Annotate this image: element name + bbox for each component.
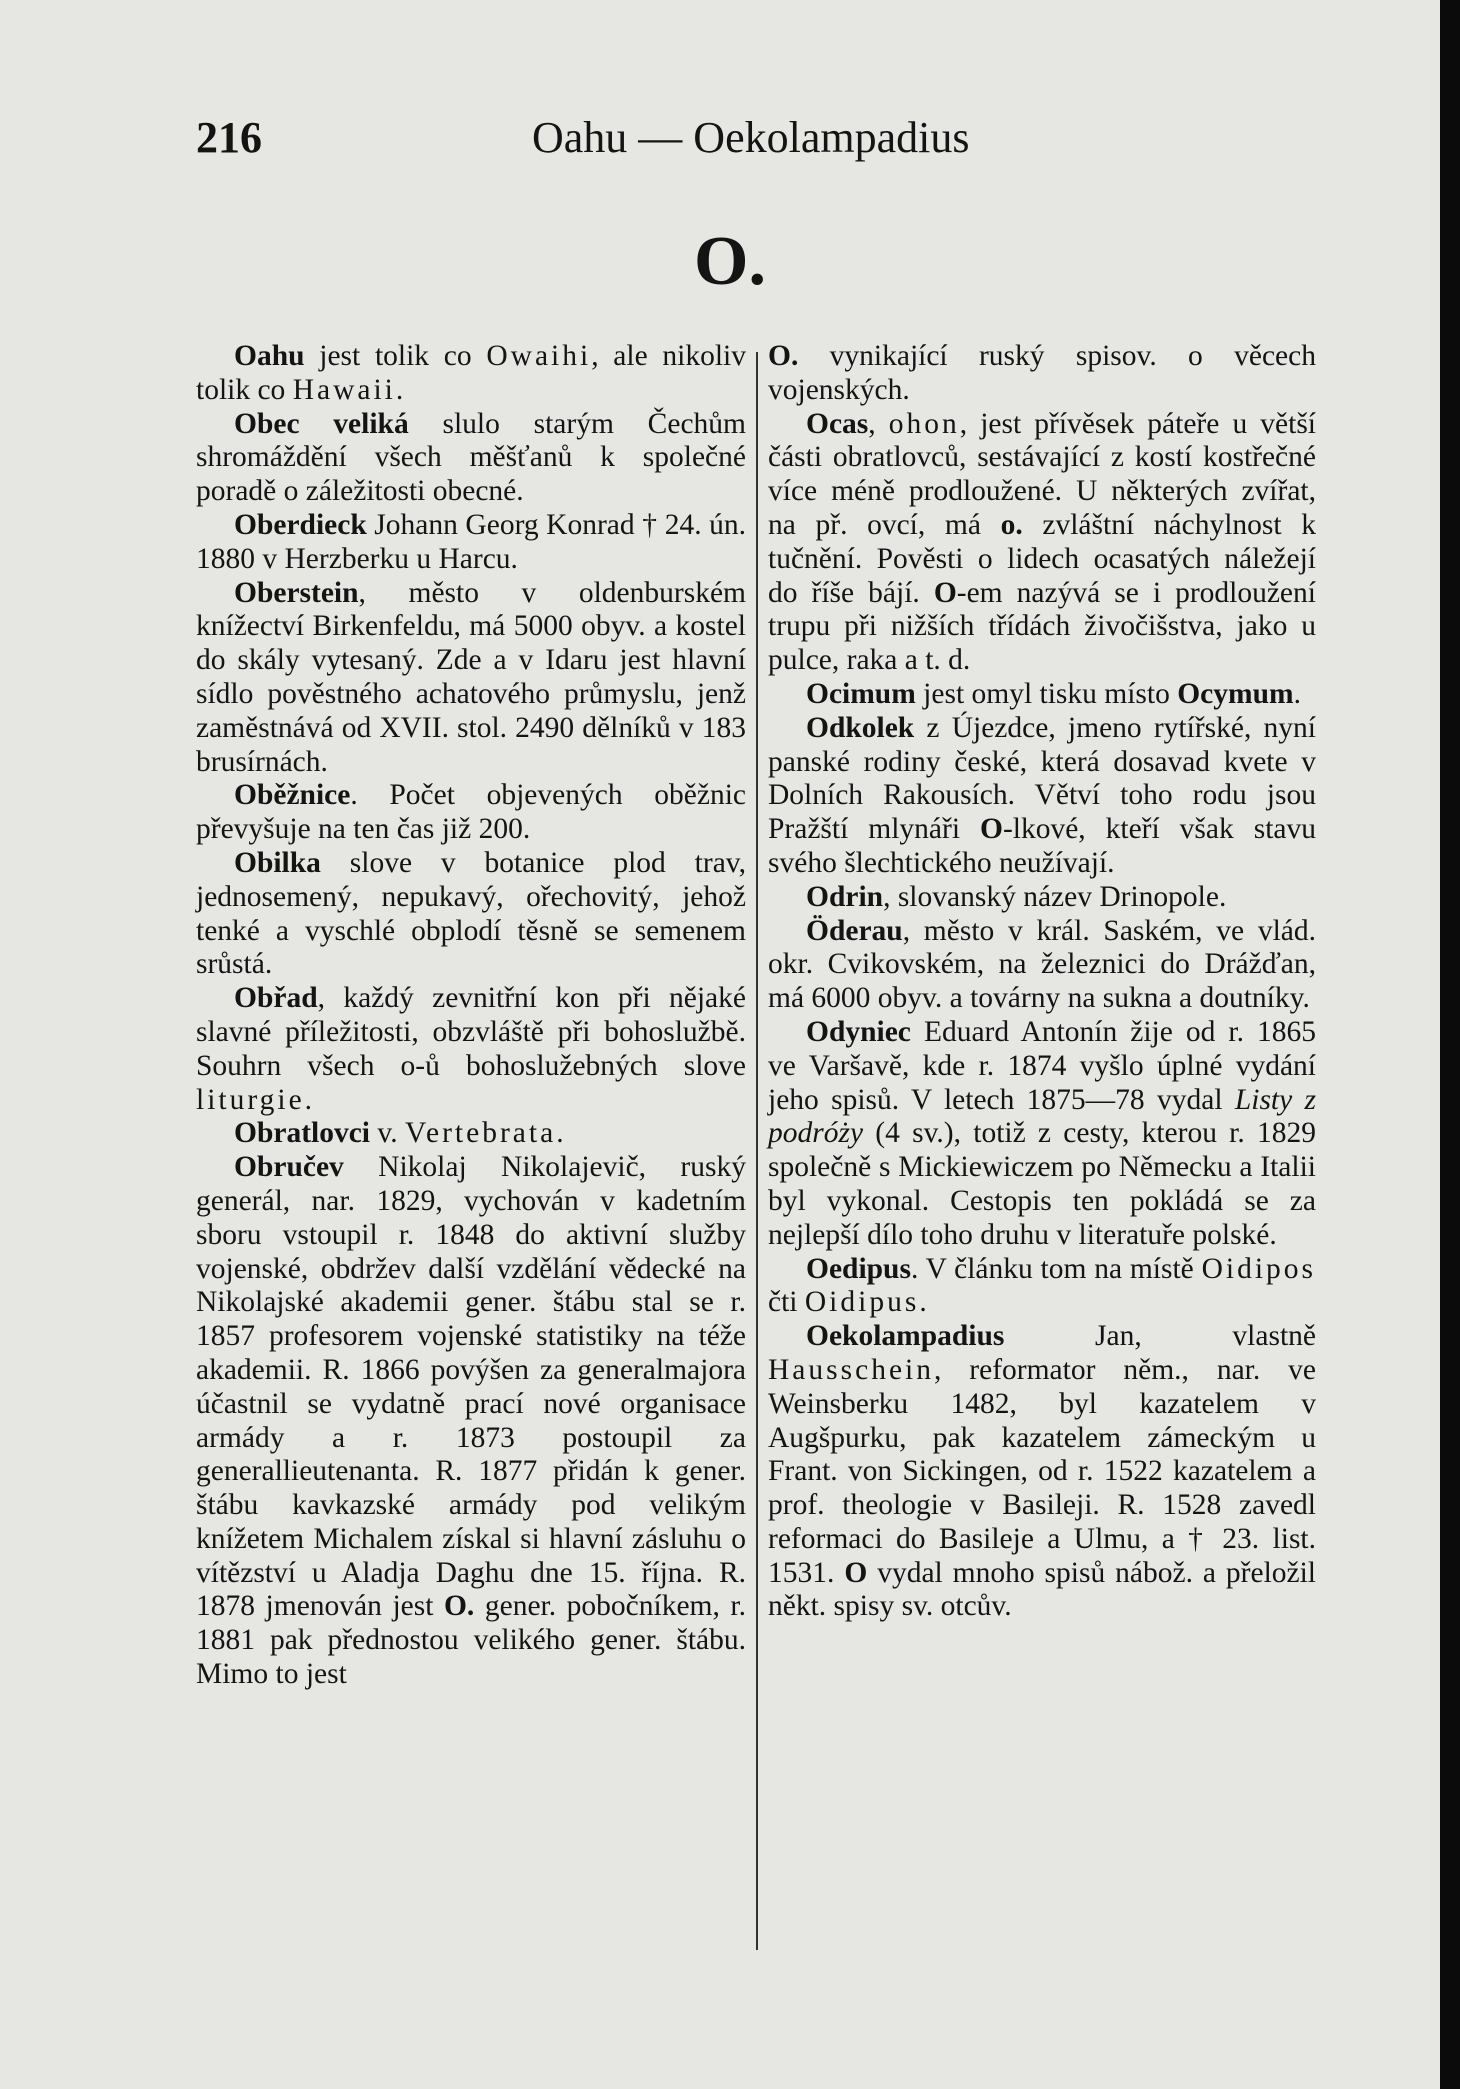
entry-oekolampadius: Oekolampadius Jan, vlastně Hausschein, reformator něm., nar. ve Weinsberku 1482, byl kazatelem v Augšpurku, pak kazatelem zámeckým u Frant. von Sickingen, od r. 1522 kazatelem a prof. theologie v Basileji. R. 1528 zavedl reformaci do Basileje a Ulmu, a † 23. list. 1531. O vydal mnoho spisů nábož. a přeložil někt. spisy sv. otcův. <box>768 1320 1316 1623</box>
headword: Obec veliká <box>234 407 409 440</box>
column-divider <box>756 352 758 1950</box>
entry-ocimum: Ocimum jest omyl tisku místo Ocymum. <box>806 677 1301 710</box>
right-column <box>768 340 1316 1624</box>
entry-oberstein: Oberstein, město v oldenburském knížectví Birkenfeldu, má 5000 obyv. a kostel do skály vytesaný. Zde a v Idaru jest hlavní sídlo pověstného achatového průmyslu, jenž zaměstnává od XVII. stol. 2490 dělníků v 183 brusírnách. <box>196 576 746 778</box>
headword: Odyniec <box>806 1015 911 1048</box>
entry-obilka: Obilka slove v botanice plod trav, jednosemený, nepukavý, ořechovitý, jehož tenké a vyschlé obplodí těsně se semenem srůstá. <box>196 846 746 981</box>
entry-obeznice: Oběžnice. Počet objevených oběžnic převyšuje na ten čas již 200. <box>196 779 746 846</box>
entry-obec-velika: Obec veliká slulo starým Čechům shromáždění všech měšťanů k společné poradě o záležitosti obecné. <box>196 407 746 508</box>
headword: Oběžnice <box>234 779 351 812</box>
headword: Obřad <box>234 982 318 1015</box>
page-number: 216 <box>196 113 262 162</box>
entry-odrin: Odrin, slovanský název Drinopole. <box>806 880 1227 913</box>
headword: Obilka <box>234 846 321 879</box>
scan-edge <box>1440 0 1460 2089</box>
headword: Oberdieck <box>234 508 367 541</box>
entry-oberdieck: Oberdieck Johann Georg Konrad † 24. ún. 1880 v Herzberku u Harcu. <box>196 508 746 575</box>
entry-odkolek: Odkolek z Újezdce, jmeno rytířské, nyní panské rodiny české, která dosavad kvete v Dolních Rakousích. Větví toho rodu jsou Pražští mlynáři O-lkové, kteří však stavu svého šlechtického neužívají. <box>768 711 1316 879</box>
headword: Odrin <box>806 880 884 913</box>
running-title: Oahu — Oekolampadius <box>532 113 970 162</box>
section-letter: O. <box>694 223 766 300</box>
headword: Öderau <box>806 914 903 947</box>
entry-oedipus: Oedipus. V článku tom na místě Oidipos čti Oidipus. <box>768 1252 1316 1319</box>
entry-oahu: Oahu jest tolik co Owaihi, ale nikoliv tolik co Hawaii. <box>196 340 746 406</box>
entry-ocas: Ocas, ohon, jest přívěsek páteře u větší části obratlovců, sestávající z kostí kostřečné více méně prodloužené. U některých zvířat, na př. ovcí, má o. zvláštní náchylnost k tučnění. Pověsti o lidech ocasatých náležejí do říše bájí. O-em nazývá se i prodloužení trupu při nižších třídách živočišstva, jako u pulce, raka a t. d. <box>768 407 1316 677</box>
entry-oderau: Öderau, město v král. Saském, ve vlád. okr. Cvikovském, na železnici do Drážďan, má 6000 obyv. a továrny na sukna a doutníky. <box>768 914 1316 1015</box>
headword: Obručev <box>234 1151 344 1184</box>
headword: Oedipus <box>806 1252 911 1285</box>
entry-obratlovci: Obratlovci v. Vertebrata. <box>234 1117 564 1150</box>
running-header <box>196 112 1316 172</box>
entry-obrucev-continued: O. vynikající ruský spisov. o věcech vojenských. <box>768 340 1316 406</box>
headword: Oahu <box>234 340 305 372</box>
headword: Oberstein <box>234 576 359 609</box>
headword: Obratlovci <box>234 1117 371 1150</box>
entry-obrucev: Obručev Nikolaj Nikolajevič, ruský generál, nar. 1829, vychován v kadetním sboru vstoupil r. 1848 do aktivní služby vojenské, obdržev další vzdělání vědecké na Nikolajské akademii gener. štábu stal se r. 1857 profesorem vojenské statistiky na téže akademii. R. 1866 povýšen za generalmajora účastnil se vydatně prací nové organisace armády a r. 1873 postoupil za generallieutenanta. R. 1877 přidán k gener. štábu kavkazské armády pod velikým knížetem Michalem získal si hlavní zásluhu o vítězství u Aladja Daghu dne 15. října. R. 1878 jmenován jest O. gener. pobočníkem, r. 1881 pak přednostou velikého gener. štábu. Mimo to jest <box>196 1151 746 1691</box>
left-column <box>196 340 746 1692</box>
headword: Ocas <box>806 407 869 440</box>
entry-obrad: Obřad, každý zevnitřní kon při nějaké slavné příležitosti, obzvláště při bohoslužbě. Souhrn všech o-ů bohoslužebných slove liturgie. <box>196 982 746 1116</box>
headword: Oekolampadius <box>806 1320 1005 1353</box>
headword: Odkolek <box>806 711 915 744</box>
headword: Ocimum <box>806 677 916 710</box>
entry-odyniec: Odyniec Eduard Antonín žije od r. 1865 ve Varšavě, kde r. 1874 vyšlo úplné vydání jeho spisů. V letech 1875—78 vydal Listy z podróży (4 sv.), totiž z cesty, kterou r. 1829 společně s Mickiewiczem po Německu a Italii byl vykonal. Cestopis ten pokládá se za nejlepší dílo toho druhu v literatuře polské. <box>768 1015 1316 1251</box>
